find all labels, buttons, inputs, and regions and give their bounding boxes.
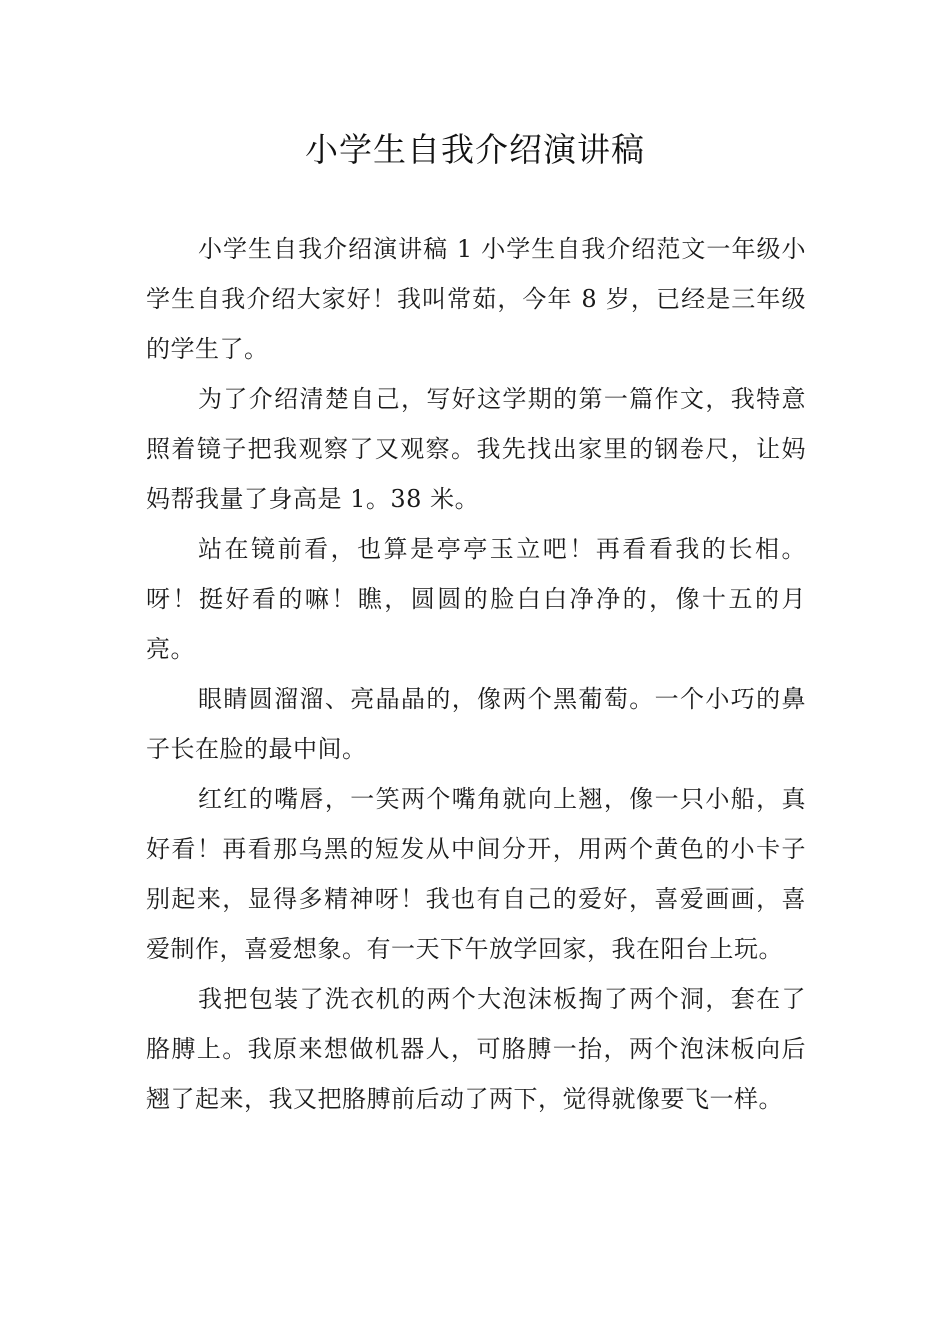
paragraph: 眼睛圆溜溜、亮晶晶的，像两个黑葡萄。一个小巧的鼻子长在脸的最中间。 <box>146 685 806 763</box>
paragraph: 小学生自我介绍演讲稿 1 小学生自我介绍范文一年级小学生自我介绍大家好！我叫常茹，今年 8 岁，已经是三年级的学生了。 <box>146 235 806 363</box>
paragraph: 红红的嘴唇，一笑两个嘴角就向上翘，像一只小船，真好看！再看那乌黑的短发从中间分开，用两个黄色的小卡子别起来，显得多精神呀！我也有自己的爱好，喜爱画画，喜爱制作，喜爱想象。有一天下午放学回家，我在阳台上玩。 <box>146 785 806 963</box>
paragraph: 我把包装了洗衣机的两个大泡沫板掏了两个洞，套在了胳膊上。我原来想做机器人，可胳膊一抬，两个泡沫板向后翘了起来，我又把胳膊前后动了两下，觉得就像要飞一样。 <box>146 985 806 1113</box>
paragraph: 站在镜前看，也算是亭亭玉立吧！再看看我的长相。呀！挺好看的嘛！瞧，圆圆的脸白白净净的，像十五的月亮。 <box>146 535 806 663</box>
paragraph: 为了介绍清楚自己，写好这学期的第一篇作文，我特意照着镜子把我观察了又观察。我先找出家里的钢卷尺，让妈妈帮我量了身高是 1。38 米。 <box>146 385 806 513</box>
document-title: 小学生自我介绍演讲稿 <box>305 130 645 169</box>
document-body <box>146 224 806 1124</box>
